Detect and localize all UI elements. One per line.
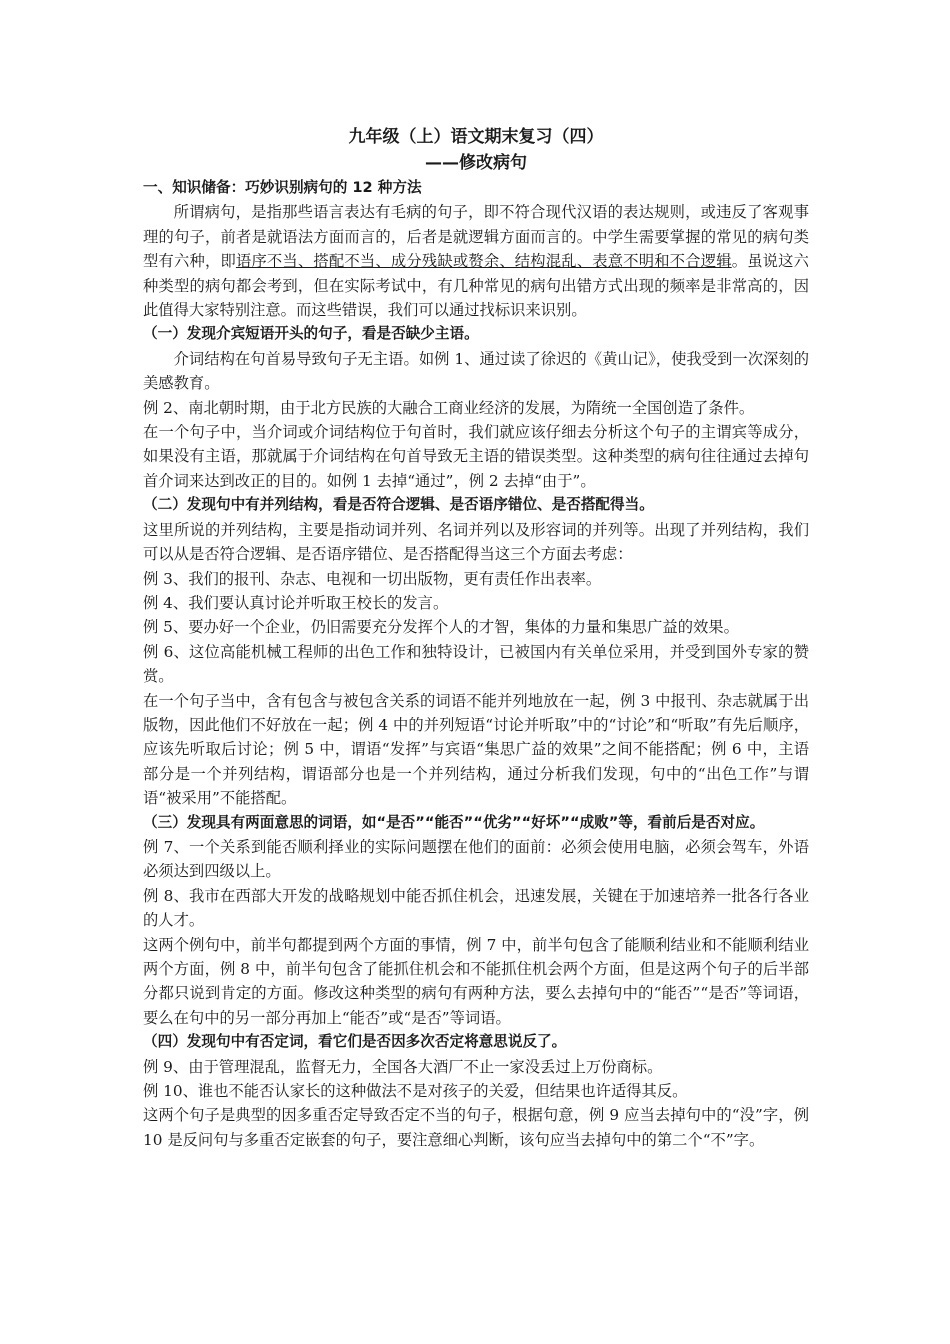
example-8: 例 8、我市在西部大开发的战略规划中能否抓住机会，迅速发展，关键在于加速培养一批各行各业的人才。 — [143, 886, 809, 930]
subsection-heading-4: （四）发现句中有否定词，看它们是否因多次否定将意思说反了。 — [143, 1033, 567, 1051]
example-10: 例 10、谁也不能否认家长的这种做法不是对孩子的关爱，但结果也许适得其反。 — [143, 1082, 688, 1101]
intro-paragraph — [143, 200, 809, 322]
subsection-heading-3: （三）发现具有两面意思的词语，如“是否”“能否”“优劣”“好坏”“成败”等，看前后是否对应。 — [143, 813, 765, 831]
subsection-2-intro: 这里所说的并列结构，主要是指动词并列、名词并列以及形容词的并列等。出现了并列结构，我们可以从是否符合逻辑、是否语序错位、是否搭配得当这三个方面去考虑： — [143, 520, 809, 564]
subsection-2-explanation: 在一个句子当中，含有包含与被包含关系的词语不能并列地放在一起，例 3 中报刊、杂志就属于出版物，因此他们不好放在一起；例 4 中的并列短语“讨论并听取”中的“讨论”和“听取”有先后顺序，应该先听取后讨论；例 5 中，谓语“发挥”与宾语“集思广益的效果”之间不能搭配；例 6 中，主语部分是一个并列结构，谓语部分也是一个并列结构，通过分析我们发现，句中的“出色工作”与谓语“被采用”不能搭配。 — [143, 691, 809, 808]
subsection-heading-2: （二）发现句中有并列结构，看是否符合逻辑、是否语序错位、是否搭配得当。 — [143, 496, 654, 514]
intro-text-before: 所谓病句，是指那些语言表达有毛病的句子，即不符合现代汉语的表达规则，或违反了客观事理的句子，前者是就语法方面而言的，后者是就逻辑方面而言的。中学生需要掌握的常见的病句类型有六种，即 — [143, 203, 809, 271]
example-4: 例 4、我们要认真讨论并听取王校长的发言。 — [143, 593, 449, 612]
document-subtitle: ——修改病句 — [425, 153, 527, 173]
subsection-3-explanation: 这两个例句中，前半句都提到两个方面的事情，例 7 中，前半句包含了能顺利结业和不能顺利结业两个方面，例 8 中，前半句包含了能抓住机会和不能抓住机会两个方面，但是这两个句子的后半部分都只说到肯定的方面。修改这种类型的病句有两种方法，要么去掉句中的“能否”“是否”等词语，要么在句中的另一部分再加上“能否”或“是否”等词语。 — [143, 935, 809, 1027]
example-5: 例 5、要办好一个企业，仍旧需要充分发挥个人的才智，集体的力量和集思广益的效果。 — [143, 618, 739, 637]
intro-underlined-types: 语序不当、搭配不当、成分残缺或赘余、结构混乱、表意不明和不合逻辑 — [235, 252, 732, 271]
subsection-heading-1: （一）发现介宾短语开头的句子，看是否缺少主语。 — [143, 325, 479, 343]
subsection-1-explanation: 在一个句子中，当介词或介词结构位于句首时，我们就应该仔细去分析这个句子的主谓宾等成分，如果没有主语，那就属于介词结构在句首导致无主语的错误类型。这种类型的病句往往通过去掉句首介词来达到改正的目的。如例 1 去掉“通过”，例 2 去掉“由于”。 — [143, 423, 809, 490]
subsection-1-paragraph: 介词结构在句首易导致句子无主语。如例 1、通过读了徐迟的《黄山记》，使我受到一次深刻的美感教育。 — [143, 349, 809, 393]
document-page — [143, 124, 809, 1152]
example-9: 例 9、由于管理混乱，监督无力，全国各大酒厂不止一家没丢过上万份商标。 — [143, 1057, 663, 1076]
document-title: 九年级（上）语文期末复习（四） — [348, 127, 604, 147]
example-7: 例 7、一个关系到能否顺利择业的实际问题摆在他们的面前：必须会使用电脑，必须会驾车，外语必须达到四级以上。 — [143, 837, 809, 881]
example-3: 例 3、我们的报刊、杂志、电视和一切出版物，更有责任作出表率。 — [143, 569, 602, 588]
subsection-4-explanation: 这两个句子是典型的因多重否定导致否定不当的句子，根据句意，例 9 应当去掉句中的“没”字，例 10 是反问句与多重否定嵌套的句子，要注意细心判断，该句应当去掉句中的第二个“不”字。 — [143, 1106, 809, 1149]
intro-text-after: 。虽说这六种类型的病句都会考到，但在实际考试中，有几种常见的病句出错方式出现的频率是非常高的，因此值得大家特别注意。而这些错误，我们可以通过找标识来识别。 — [143, 252, 809, 320]
example-2: 例 2、南北朝时期，由于北方民族的大融合工商业经济的发展，为隋统一全国创造了条件。 — [143, 398, 755, 417]
section-heading-knowledge: 一、知识储备：巧妙识别病句的 12 种方法 — [143, 179, 422, 196]
example-6: 例 6、这位高能机械工程师的出色工作和独特设计，已被国内有关单位采用，并受到国外专家的赞赏。 — [143, 642, 809, 686]
